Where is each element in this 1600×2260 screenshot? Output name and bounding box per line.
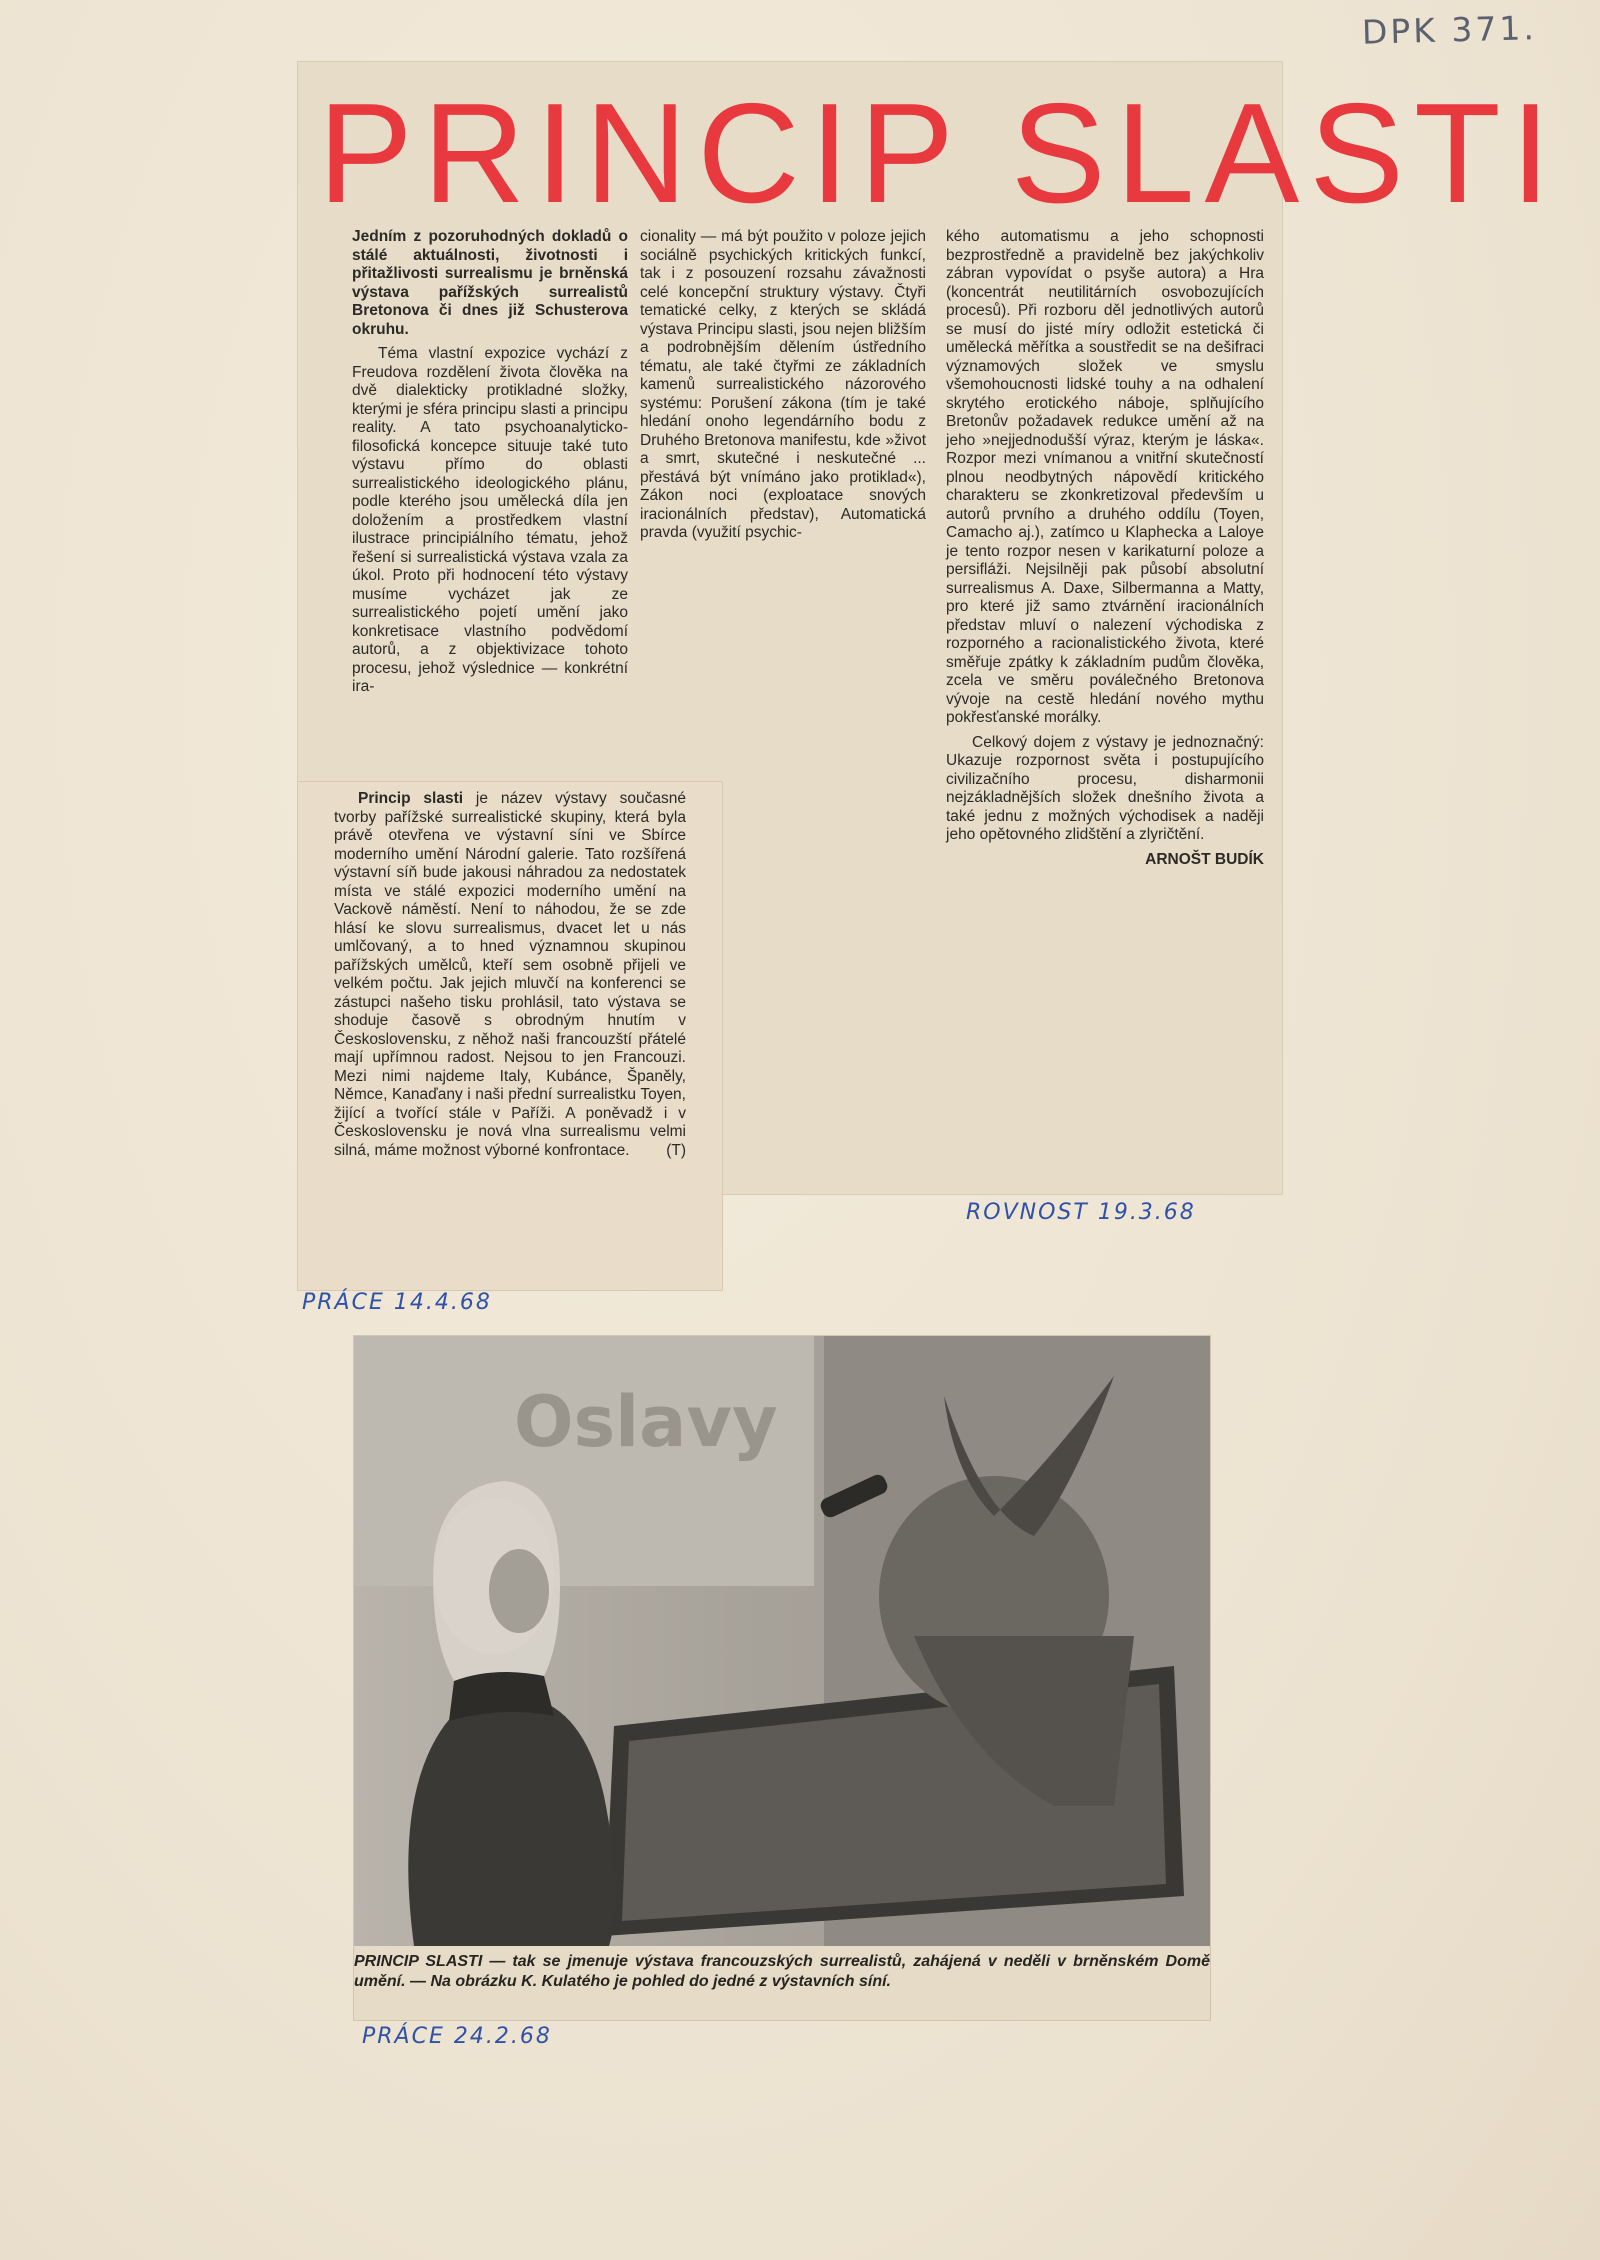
article-lead: Jedním z pozoruhodných dokladů o stálé aktuálnosti, životnosti i přitažlivosti surrealismu je brněnská výstava pařížských surrealistů Bretonova či dnes již Schusterova okruhu. (352, 228, 628, 338)
article-column-2 (640, 228, 926, 834)
headline: PRINCIP SLASTI (318, 74, 1561, 233)
article-paragraph: Celkový dojem z výstavy je jednoznačný: Ukazuje rozpornost světa i postupujícího civilizačního procesu, disharmonii nejzákladnějších složek dnešního života a také jednu z možných východisek a naději jeho opětovného zlidštění a zlyričtění. (946, 733, 1264, 843)
prace-article-text (334, 790, 686, 1278)
archive-number-note: DPK 371. (1361, 8, 1538, 52)
article-paragraph: Téma vlastní expozice vychází z Freudova rozdělení života člověka na dvě dialekticky protikladné složky, kterými je sféra principu slasti a principu reality. A tato psychoanalyticko-filosofická koncepce situuje také tuto výstavu přímo do oblasti surrealistického ideologického plánu, podle kterého jsou umělecká díla jen doložením a prostředkem vlastní ilustrace principiálního tématu, jehož řešení si surrealistická výstava vzala za úkol. Proto při hodnocení této výstavy musíme vycházet jak ze surrealistického pojetí umění jako konkretisace vlastního podvědomí autorů, a z objektivizace tohoto procesu, jehož výslednice — konkrétní ira- (352, 345, 628, 695)
source-note-prace-2: PRÁCE 24.2.68 (362, 2024, 552, 2049)
prace-body: je název výstavy současné tvorby pařížské surrealistické skupiny, která byla právě otevřena ve výstavní síni ve Sbírce moderního umění Národní galerie. Tato rozšířená výstavní síň bude jakousi náhradou za nedostatek místa ve stálé expozici moderního umění na Vackově náměstí. Není to náhodou, že se zde hlásí ke slovu surrealismus, dvacet let u nás umlčovaný, a to hned významnou skupinou pařížských umělců, kteří sem osobně přijeli ve velkém počtu. Jak jejich mluvčí na konferenci se zástupci našeho tisku prohlásil, tato výstava se shoduje časově s obrodným hnutím v Československu, z něhož naši francouzští přátelé mají upřímnou radost. Nejsou to jen Francouzi. Mezi nimi najdeme Italy, Kubánce, Španěly, Němce, Kanaďany i naši přední surrealistku Toyen, žijící a tvořící stále v Paříži. A poněvadž i v Československu je nová vlna surrealismu velmi silná, máme možnost výborné konfrontace. (334, 790, 687, 1159)
prace-signature: (T) (666, 1141, 686, 1159)
article-column-1 (352, 228, 628, 834)
clipping-photo (354, 1336, 1210, 2020)
source-note-prace-1: PRÁCE 14.4.68 (302, 1290, 492, 1315)
article-paragraph: cionality — má být použito v poloze jejich sociálně psychických kritických funkcí, tak i z posouzení rozsahu závažnosti celé koncepční struktury výstavy. Čtyři tematické celky, z kterých se skládá výstava Principu slasti, jsou nejen bližším a podrobnějším dělením ústředního tématu, ale také čtyřmi ze základních kamenů surrealistického názorového systému: Porušení zákona (tím je také hledání onoho legendárního bodu z Druhého Bretonova manifestu, kde »život a smrt, skutečné i neskutečné ... přestává být vnímáno jako protiklad«), Zákon noci (exploatace snových iracionálních představ), Automatická pravda (využití psychic- (640, 228, 926, 541)
exhibition-photo (354, 1336, 1210, 1946)
photo-caption: PRINCIP SLASTI — tak se jmenuje výstava francouzských surrealistů, zahájená v neděli v brněnském Domě umění. — Na obrázku K. Kulatého je pohled do jedné z výstavních síní. (354, 1953, 1210, 1990)
clipping-prace (298, 782, 722, 1290)
author-signature: ARNOŠT BUDÍK (1145, 850, 1264, 868)
prace-paragraph (334, 790, 686, 1160)
source-note-rovnost: ROVNOST 19.3.68 (966, 1200, 1196, 1225)
prace-lead-term: Princip slasti (358, 790, 464, 807)
article-paragraph: kého automatismu a jeho schopnosti bezprostředně a pravidelně bez jakýchkoliv zábran vypovídat o psyše autora) a Hra (koncentrát neutilitárních osvobozujících procesů). Při rozboru děl jednotlivých autorů se musí do jisté míry odložit estetická či umělecká měřítka a soustředit se na dešifraci významových složek ve smyslu všemohoucnosti lidské touhy a na odhalení skrytého erotického náboje, splňujícího Bretonův požadavek redukce umění až na jeho »nejjednodušší výraz, kterým je láska«. Rozpor mezi vnímanou a vnitřní skutečností plnou neodbytných nápovědí kritického charakteru se zkonkretizoval především u autorů prvního a druhého oddílu (Toyen, Camacho aj.), zatímco u Klaphecka a Laloye je tento rozpor nesen v karikaturní poloze a persifláži. Nejsilněji pak působí absolutní surrealismus A. Daxe, Silbermanna a Matty, pro které již samo ztvárnění iracionálních představ mluví o nalezení východiska z rozporného a racionalistického života, které směřuje zpátky k základním pudům člověka, zcela ve směru poválečného Bretonova vývoje na cestě hledání nového mythu pokřesťanské morálky. (946, 228, 1264, 726)
article-column-3 (946, 228, 1264, 1252)
svg-text:Oslavy: Oslavy (514, 1381, 778, 1463)
